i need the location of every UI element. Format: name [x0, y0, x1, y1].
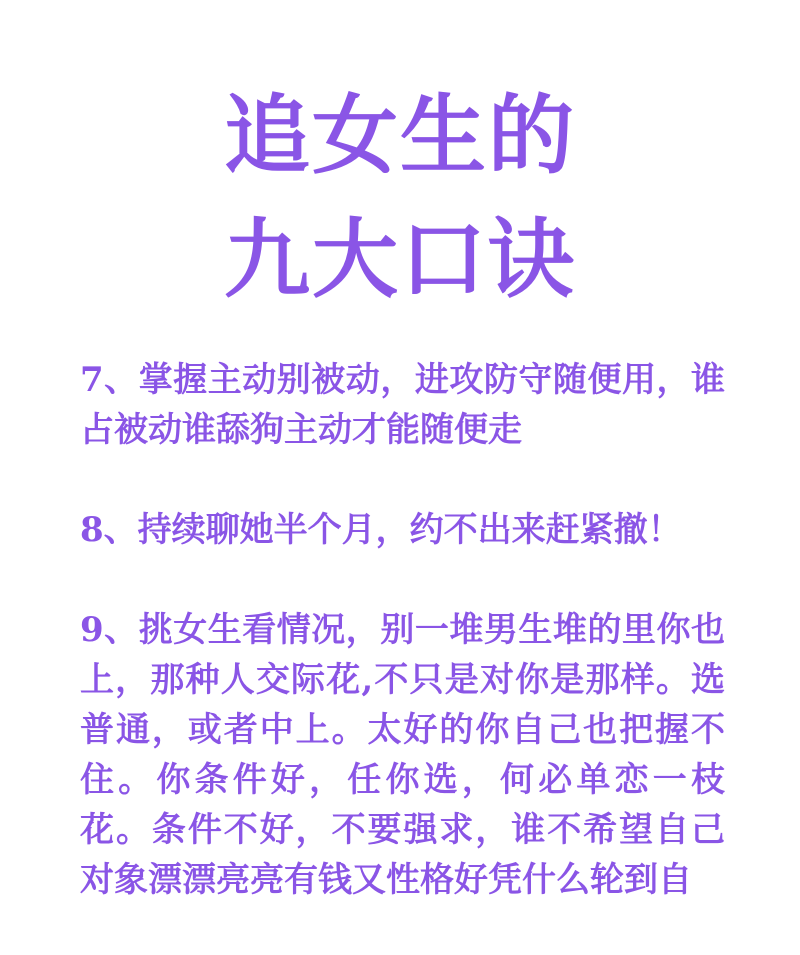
tips-list	[80, 355, 725, 955]
title-line-2: 九大口诀	[224, 210, 576, 310]
tip-item-8: 8、持续聊她半个月，约不出来赶紧撤！	[80, 510, 682, 550]
title-line-1: 追女生的	[224, 86, 576, 186]
tip-item-9: 9、挑女生看情况，别一堆男生堆的里你也上，那种人交际花,不只是对你是那样。选普通，或者中上。太好的你自己也把握不住。你条件好，任你选，何必单恋一枝花。条件不好，不要强求，谁不希望自己对象漂漂亮亮有钱又性格好凭什么轮到自	[80, 610, 725, 900]
tip-item-7: 7、掌握主动别被动，进攻防守随便用，谁占被动谁舔狗主动才能随便走	[80, 360, 725, 450]
page-title	[0, 74, 800, 322]
